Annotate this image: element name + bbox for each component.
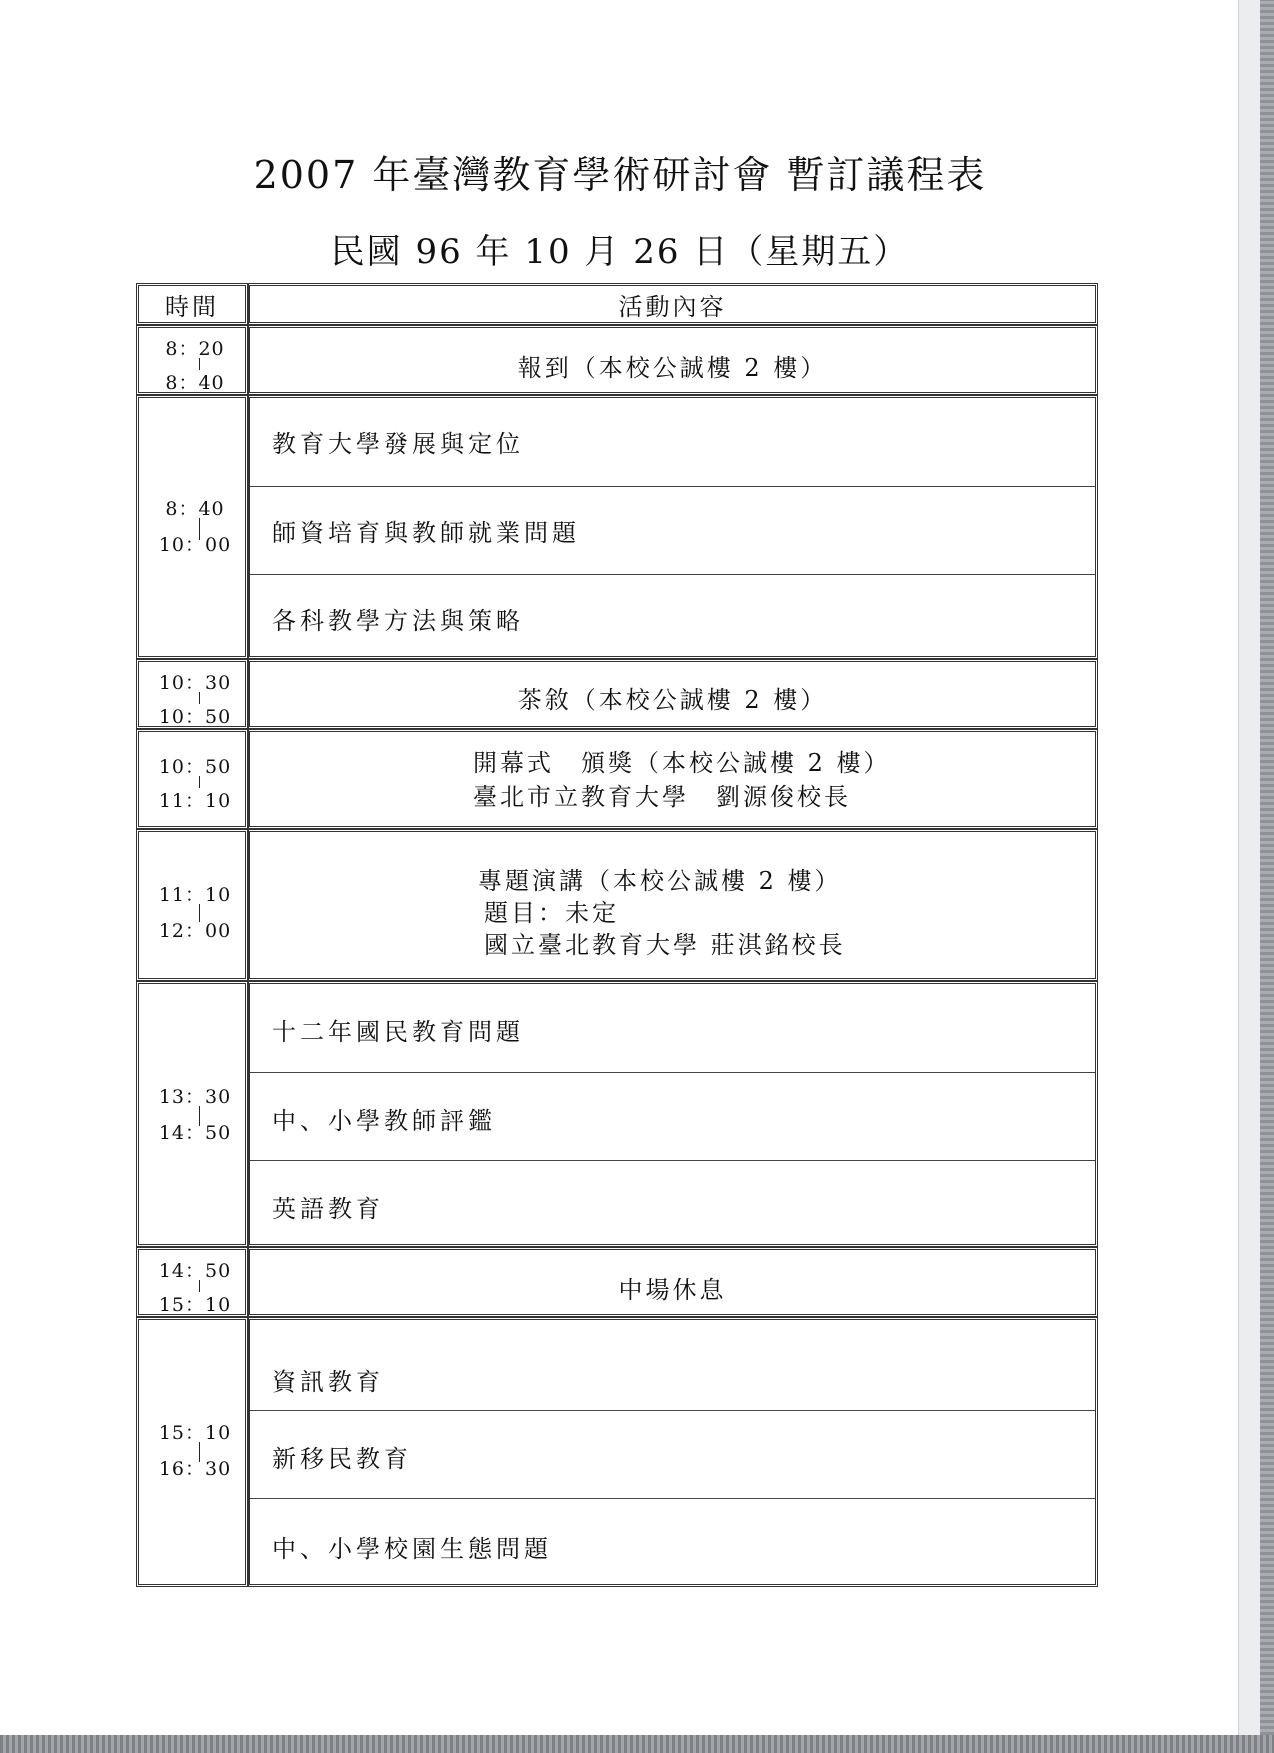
agenda-table	[136, 283, 1098, 1589]
agenda-row-checkin	[136, 325, 1098, 395]
topic-item	[250, 1320, 1095, 1410]
document-date: 民國 96 年 10 月 26 日（星期五）	[330, 232, 910, 272]
topic-text: 資訊教育	[272, 1368, 384, 1396]
time-cell	[136, 981, 248, 1247]
time-cell	[136, 395, 248, 659]
topic-item	[250, 1160, 1095, 1248]
time-cell	[136, 729, 248, 829]
time-start: 11：10	[158, 884, 232, 906]
time-end: 14：50	[158, 1122, 232, 1144]
agenda-row-keynote	[136, 829, 1098, 981]
agenda-row-opening	[136, 729, 1098, 829]
time-end: 10：00	[158, 534, 232, 556]
topic-text: 師資培育與教師就業問題	[272, 519, 580, 547]
time-start: 13：30	[158, 1086, 232, 1108]
content-cell	[248, 729, 1098, 829]
topic-item	[250, 984, 1095, 1072]
topic-text: 中、小學校園生態問題	[272, 1535, 552, 1563]
table-header-row	[136, 283, 1098, 325]
time-start: 10：50	[158, 756, 232, 778]
content-cell	[248, 981, 1098, 1247]
time-cell	[136, 1247, 248, 1317]
time-end: 15：10	[158, 1294, 232, 1316]
topic-item	[250, 574, 1095, 660]
activity-line: 臺北市立教育大學 劉源俊校長	[473, 783, 851, 811]
agenda-row-session-1	[136, 395, 1098, 659]
topic-text: 各科教學方法與策略	[272, 607, 524, 635]
time-cell	[136, 325, 248, 395]
activity-text: 茶敘（本校公誠樓 2 樓）	[517, 686, 828, 714]
time-start: 14：50	[158, 1260, 232, 1282]
time-end: 10：50	[158, 706, 232, 728]
time-start: 10：30	[158, 672, 232, 694]
topic-item	[250, 486, 1095, 574]
document-title: 2007 年臺灣教育學術研討會 暫訂議程表	[253, 153, 987, 197]
activity-line: 國立臺北教育大學 莊淇銘校長	[484, 931, 846, 959]
activity-line: 開幕式 頒獎（本校公誠樓 2 樓）	[473, 749, 891, 777]
time-start: 8：20	[165, 338, 225, 360]
activity-line: 題目：未定	[484, 899, 619, 927]
scan-edge-dark	[1260, 0, 1274, 1753]
topic-item	[250, 1498, 1095, 1588]
time-end: 11：10	[158, 790, 232, 812]
agenda-row-intermission	[136, 1247, 1098, 1317]
topic-item	[250, 1072, 1095, 1160]
topic-text: 英語教育	[272, 1195, 384, 1223]
topic-item	[250, 1410, 1095, 1498]
topic-item	[250, 398, 1095, 486]
agenda-row-session-2	[136, 981, 1098, 1247]
time-cell	[136, 659, 248, 729]
content-cell	[248, 829, 1098, 981]
activity-text: 中場休息	[618, 1276, 727, 1304]
activity-line: 專題演講（本校公誠樓 2 樓）	[478, 867, 842, 895]
time-start: 8：40	[165, 498, 225, 520]
time-cell	[136, 1317, 248, 1587]
content-cell	[248, 1317, 1098, 1587]
content-cell	[248, 325, 1098, 395]
agenda-row-tea-break	[136, 659, 1098, 729]
topic-text: 十二年國民教育問題	[272, 1018, 524, 1046]
agenda-row-session-3	[136, 1317, 1098, 1587]
topic-text: 教育大學發展與定位	[272, 430, 524, 458]
time-end: 8：40	[165, 372, 225, 394]
time-cell	[136, 829, 248, 981]
time-column-header: 時間	[136, 283, 248, 325]
time-end: 12：00	[158, 920, 232, 942]
content-cell	[248, 659, 1098, 729]
time-start: 15：10	[158, 1422, 232, 1444]
activity-text: 報到（本校公誠樓 2 樓）	[517, 354, 828, 382]
topic-text: 新移民教育	[272, 1445, 412, 1473]
content-column-header: 活動內容	[248, 283, 1098, 325]
topic-text: 中、小學教師評鑑	[272, 1107, 496, 1135]
content-cell	[248, 1247, 1098, 1317]
time-end: 16：30	[158, 1458, 232, 1480]
content-cell	[248, 395, 1098, 659]
scan-edge-bottom	[0, 1735, 1274, 1753]
